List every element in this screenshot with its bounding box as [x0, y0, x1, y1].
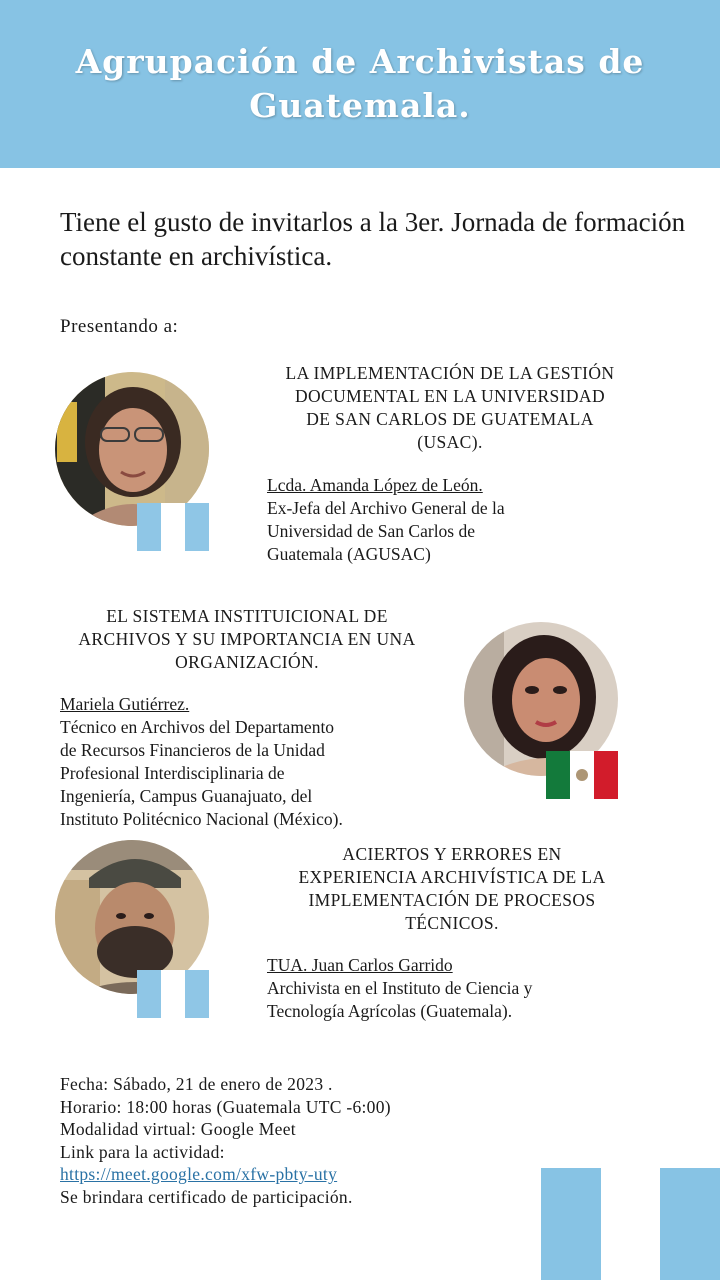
mexico-flag-icon — [546, 751, 618, 799]
speaker-name: TUA. Juan Carlos Garrido — [267, 955, 453, 975]
decorative-bar — [660, 1168, 720, 1280]
speaker-info-2: Mariela Gutiérrez. Técnico en Archivos del Departamento de Recursos Financieros de la Unidad Profesional Interdisciplinaria de Ingeniería, Campus Guanajuato, del Instituto Politécnico Nacional (México). — [60, 693, 460, 831]
page-title: Agrupación de Archivistas de Guatemala. — [75, 42, 645, 125]
event-time: Horario: 18:00 horas (Guatemala UTC -6:00) — [60, 1096, 391, 1117]
talk-title-1: LA IMPLEMENTACIÓN DE LA GESTIÓN DOCUMENTAL EN LA UNIVERSIDAD DE SAN CARLOS DE GUATEMALA (USAC). — [285, 363, 615, 452]
event-link-label: Link para la actividad: — [60, 1141, 225, 1162]
speaker-info-3: TUA. Juan Carlos Garrido Archivista en el Instituto de Ciencia y Tecnología Agrícolas (Guatemala). — [267, 954, 697, 1023]
decorative-bar — [541, 1168, 601, 1280]
meeting-link[interactable]: https://meet.google.com/xfw-pbty-uty — [60, 1164, 338, 1184]
event-details — [60, 1073, 540, 1208]
talk-title-2: EL SISTEMA INSTITUICIONAL DE ARCHIVOS Y SU IMPORTANCIA EN UNA ORGANIZACIÓN. — [78, 606, 416, 672]
guatemala-flag-icon — [137, 970, 209, 1018]
speaker-name: Mariela Gutiérrez. — [60, 694, 190, 714]
event-modality: Modalidad virtual: Google Meet — [60, 1119, 296, 1139]
header-banner — [0, 0, 720, 168]
speaker-name: Lcda. Amanda López de León. — [267, 475, 483, 495]
speaker-info-1: Lcda. Amanda López de León. Ex-Jefa del Archivo General de la Universidad de San Carlos de Guatemala (AGUSAC) — [267, 474, 687, 566]
event-date: Fecha: Sábado, 21 de enero de 2023 . — [60, 1074, 333, 1094]
certificate-note: Se brindara certificado de participación. — [60, 1186, 353, 1207]
talk-title-3: ACIERTOS Y ERRORES EN EXPERIENCIA ARCHIVÍSTICA DE LA IMPLEMENTACIÓN DE PROCESOS TÉCNICOS. — [298, 844, 606, 933]
presenting-label: Presentando a: — [60, 316, 179, 337]
guatemala-flag-icon — [137, 503, 209, 551]
intro-text: Tiene el gusto de invitarlos a la 3er. Jornada de formación constante en archivística. — [60, 207, 686, 271]
